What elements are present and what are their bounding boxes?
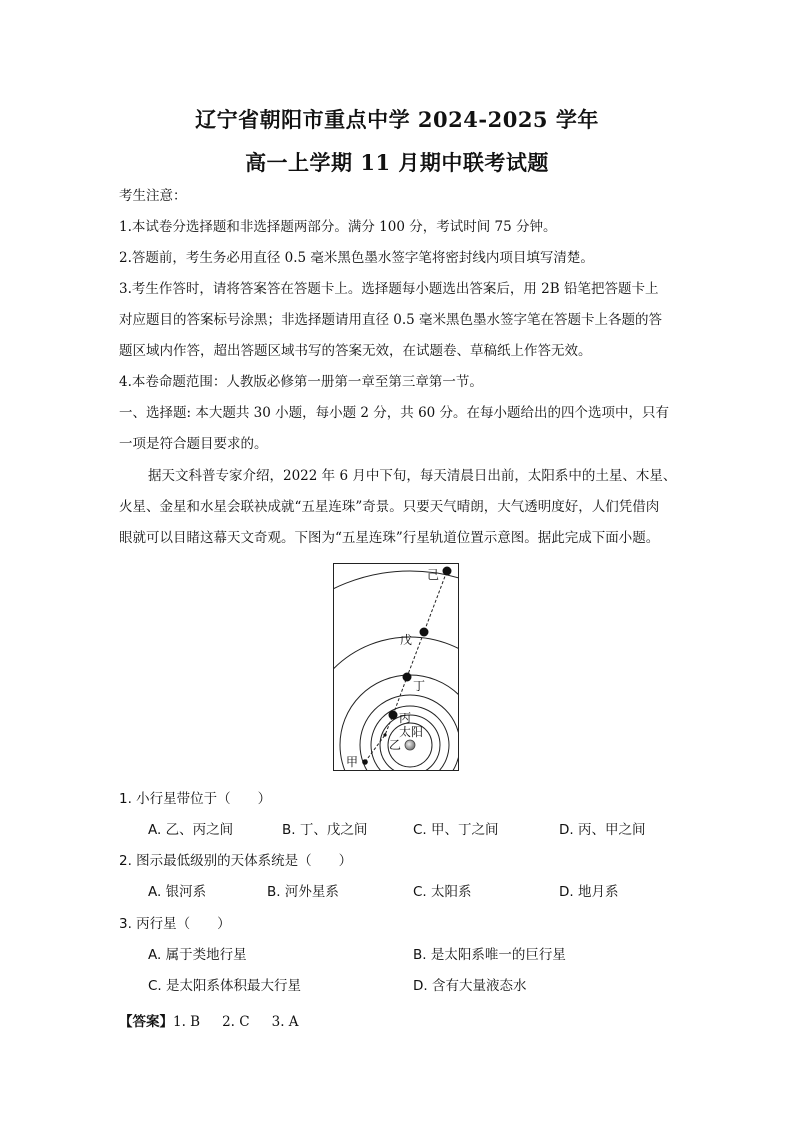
- label-sun: 太阳: [399, 725, 424, 739]
- question-2-option-a: A. 银河系: [148, 884, 207, 900]
- question-3-stem: 3. 丙行星（ ）: [119, 916, 231, 932]
- planet-ding: [403, 673, 412, 682]
- note-3-line-1: 3.考生作答时，请将答案答在答题卡上。选择题每小题选出答案后，用 2B 铅笔把答题卡上: [119, 281, 659, 297]
- note-3-line-3: 题区域内作答，超出答题区域书写的答案无效，在试题卷、草稿纸上作答无效。: [119, 343, 592, 359]
- question-1-option-d: D. 丙、甲之间: [559, 822, 646, 838]
- question-1-option-a: A. 乙、丙之间: [148, 822, 234, 838]
- exam-title-line-2: 高一上学期 11 月期中联考试题: [245, 150, 549, 175]
- note-2: 2.答题前，考生务必用直径 0.5 毫米黑色墨水签字笔将密封线内项目填写清楚。: [119, 250, 594, 266]
- sun: [405, 740, 415, 750]
- question-1-stem: 1. 小行星带位于（ ）: [119, 791, 272, 807]
- question-2-option-c: C. 太阳系: [413, 884, 472, 900]
- label-ding: 丁: [413, 679, 426, 693]
- question-2-stem: 2. 图示最低级别的天体系统是（ ）: [119, 853, 353, 869]
- question-2-option-d: D. 地月系: [559, 884, 619, 900]
- planet-jia: [362, 759, 368, 765]
- planet-yi: [383, 733, 386, 736]
- notes-heading: 考生注意：: [119, 188, 187, 204]
- passage-line-1: 据天文科普专家介绍，2022 年 6 月中下旬，每天清晨日出前，太阳系中的土星、木星、: [148, 468, 677, 484]
- label-wu: 戊: [400, 633, 413, 647]
- label-jia: 甲: [346, 755, 359, 769]
- section-heading-line-2: 一项是符合题目要求的。: [119, 436, 268, 452]
- answer-label: 【答案】: [119, 1014, 173, 1030]
- question-1-option-b: B. 丁、戊之间: [282, 822, 368, 838]
- answer-3: 3. A: [271, 1014, 299, 1030]
- label-bing: 丙: [399, 711, 412, 725]
- passage-line-3: 眼就可以目睹这幕天文奇观。下图为“五星连珠”行星轨道位置示意图。据此完成下面小题。: [119, 530, 660, 546]
- label-yi: 乙: [389, 738, 402, 752]
- label-ji: 己: [427, 568, 440, 582]
- question-3-option-a: A. 属于类地行星: [148, 947, 247, 963]
- question-3-option-d: D. 含有大量液态水: [413, 978, 527, 994]
- section-heading-line-1: 一、选择题: 本大题共 30 小题，每小题 2 分，共 60 分。在每小题给出的四个选项中，只有: [119, 405, 670, 421]
- exam-title-line-1: 辽宁省朝阳市重点中学 2024-2025 学年: [195, 107, 599, 132]
- planet-bing: [389, 711, 398, 720]
- answer-1: 1. B: [173, 1014, 201, 1030]
- answer-line: [119, 1010, 299, 1030]
- note-4: 4.本卷命题范围：人教版必修第一册第一章至第三章第一节。: [119, 374, 483, 390]
- planet-wu: [420, 628, 429, 637]
- passage-line-2: 火星、金星和水星会联袂成就“五星连珠”奇景。只要天气晴朗，大气透明度好，人们凭借肉: [119, 499, 660, 515]
- question-3-option-c: C. 是太阳系体积最大行星: [148, 978, 302, 994]
- question-1-option-c: C. 甲、丁之间: [413, 822, 499, 838]
- note-3-line-2: 对应题目的答案标号涂黑；非选择题请用直径 0.5 毫米黑色墨水签字笔在答题卡上各题的答: [119, 312, 663, 328]
- answer-2: 2. C: [222, 1014, 250, 1030]
- planet-ji: [443, 567, 452, 576]
- note-1: 1.本试卷分选择题和非选择题两部分。满分 100 分，考试时间 75 分钟。: [119, 219, 557, 235]
- question-3-option-b: B. 是太阳系唯一的巨行星: [413, 947, 566, 963]
- question-2-option-b: B. 河外星系: [267, 884, 339, 900]
- planet-orbit-diagram: [333, 563, 459, 771]
